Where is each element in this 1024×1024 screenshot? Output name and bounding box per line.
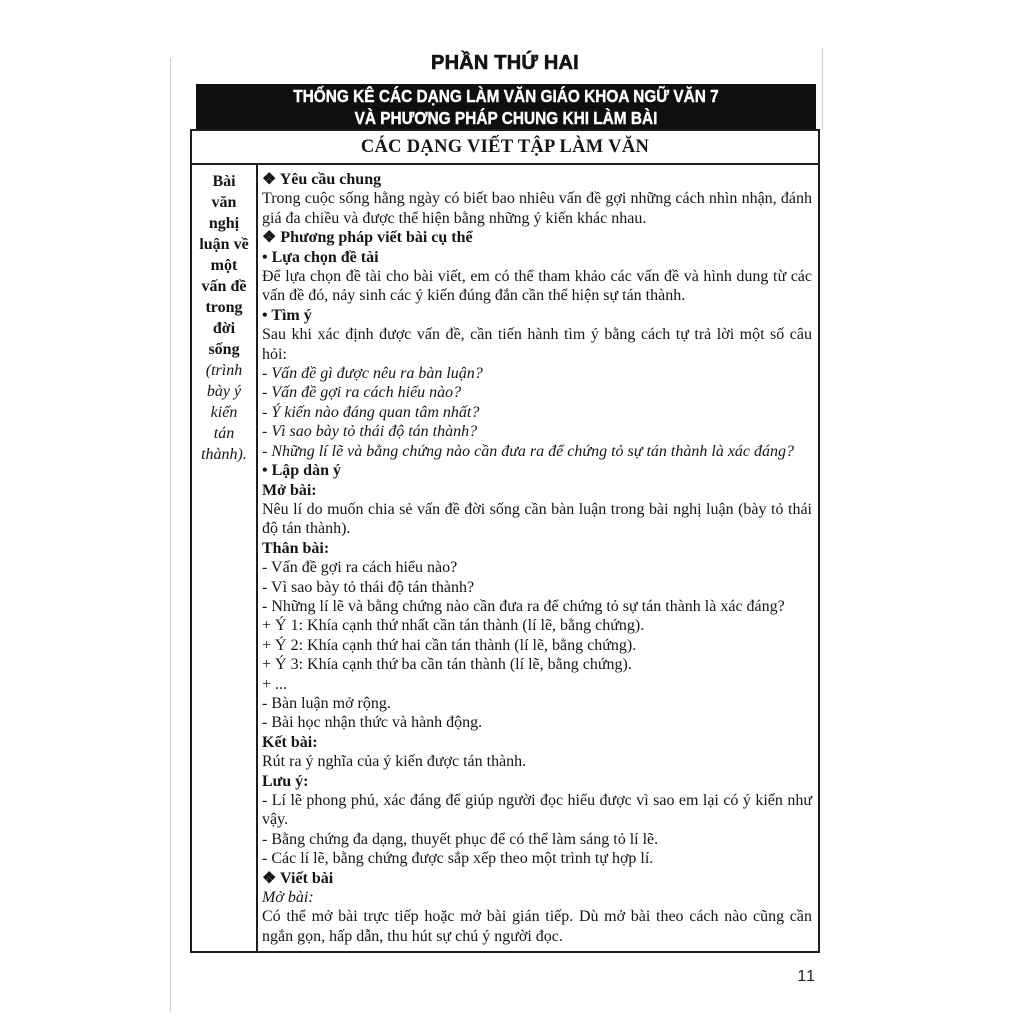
content-paragraph: - Lí lẽ phong phú, xác đáng để giúp người đọc hiểu được vì sao em lại có ý kiến như vậy. [262,792,812,829]
content-paragraph: Mở bài: [262,481,317,499]
content-paragraph: - Bàn luận mở rộng. [262,694,391,712]
content-paragraph: - Vấn đề gì được nêu ra bàn luận? [262,365,483,383]
content-paragraph: Sau khi xác định được vấn đề, cần tiến hành tìm ý bằng cách tự trả lời một số câu hỏi: [262,326,812,363]
row-label-cell [192,165,258,951]
content-paragraph: - Bài học nhận thức và hành động. [262,714,483,732]
row-label-sub: (trình bày ý kiến tán thành). [201,362,247,463]
content-paragraph: Lưu ý: [262,772,309,790]
content-paragraph: + ... [262,675,288,693]
content-paragraph: - Bằng chứng đa dạng, thuyết phục để có thể làm sáng tỏ lí lẽ. [262,830,659,848]
row-label-main: Bài văn nghị luận về một vấn đề trong đời sống [199,173,249,358]
page-number: 11 [797,968,816,985]
banner-line-2: VÀ PHƯƠNG PHÁP CHUNG KHI LÀM BÀI [354,107,658,128]
content-paragraph: ❖ Phương pháp viết bài cụ thể [262,229,473,247]
page-edge-line-right [822,48,823,130]
content-paragraph: Kết bài: [262,733,318,751]
content-cell [258,165,818,951]
content-paragraph: ❖ Viết bài [262,869,334,887]
content-paragraph: - Vì sao bày tỏ thái độ tán thành? [262,578,475,596]
content-paragraph: + Ý 1: Khía cạnh thứ nhất cần tán thành (lí lẽ, bằng chứng). [262,617,645,635]
content-paragraph: Có thể mở bài trực tiếp hoặc mở bài gián tiếp. Dù mở bài theo cách nào cũng cần ngắn gọn, hấp dẫn, thu hút sự chú ý người đọc. [262,908,812,945]
content-paragraph: + Ý 2: Khía cạnh thứ hai cần tán thành (lí lẽ, bằng chứng). [262,636,637,654]
content-paragraph: - Những lí lẽ và bằng chứng nào cần đưa ra để chứng tỏ sự tán thành là xác đáng? [262,442,795,460]
content-paragraph: - Vấn đề gợi ra cách hiểu nào? [262,384,462,402]
page-edge-line-left [170,58,171,1012]
forms-table-body [190,165,820,953]
content-paragraph: ❖ Yêu cầu chung [262,171,382,188]
content-paragraph: - Vì sao bày tỏ thái độ tán thành? [262,423,478,441]
content-paragraph: Rút ra ý nghĩa của ý kiến được tán thành. [262,753,527,771]
content-paragraph: - Vấn đề gợi ra cách hiểu nào? [262,559,458,577]
content-paragraph: Nêu lí do muốn chia sẻ vấn đề đời sống cần bàn luận trong bài nghị luận (bày tỏ thái độ tán thành). [262,500,812,538]
content-paragraph: Thân bài: [262,539,330,557]
content-paragraph: - Các lí lẽ, bằng chứng được sắp xếp theo một trình tự hợp lí. [262,850,654,868]
section-banner [196,84,816,129]
content-paragraph: - Ý kiến nào đáng quan tâm nhất? [262,403,480,421]
content-paragraph: • Lập dàn ý [262,462,341,480]
content-paragraph: - Những lí lẽ và bằng chứng nào cần đưa ra để chứng tỏ sự tán thành là xác đáng? [262,597,785,615]
part-title: PHẦN THỨ HAI [431,52,579,74]
content-paragraph: Để lựa chọn đề tài cho bài viết, em có thể tham khảo các vấn đề và hình dung từ các vấn đề đó, nảy sinh các ý kiến đúng đắn cần thể hiện sự tán thành. [262,268,812,305]
banner-line-1: THỐNG KÊ CÁC DẠNG LÀM VĂN GIÁO KHOA NGỮ VĂN 7 [293,85,719,106]
content-paragraph: Mở bài: [262,889,314,907]
content-paragraph: Trong cuộc sống hằng ngày có biết bao nhiêu vấn đề gợi những cách nhìn nhận, đánh giá đa chiều và được thể hiện bằng những ý kiến khác nhau. [262,190,812,227]
content-paragraph: + Ý 3: Khía cạnh thứ ba cần tán thành (lí lẽ, bằng chứng). [262,656,632,674]
content-paragraph: • Lựa chọn đề tài [262,248,379,266]
table-title: CÁC DẠNG VIẾT TẬP LÀM VĂN [190,129,820,165]
content-paragraph: • Tìm ý [262,306,312,324]
